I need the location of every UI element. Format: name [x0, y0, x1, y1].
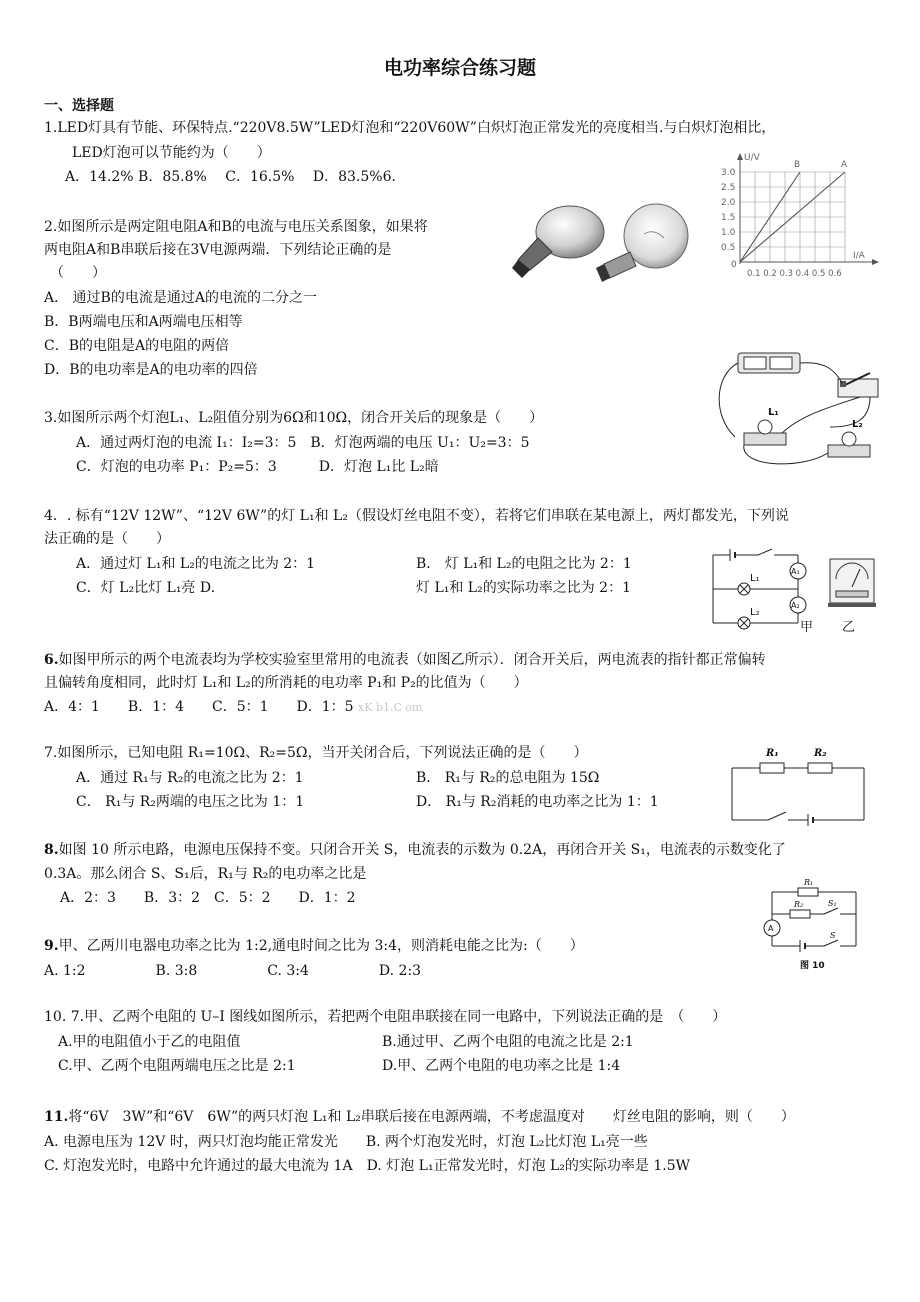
q6-stem-text: 如图甲所示的两个电流表均为学校实验室里常用的电流表（如图乙所示）．闭合开关后，两电流表的指针都正常偏转 — [58, 652, 766, 668]
q10-option-b: B.通过甲、乙两个电阻的电流之比是 2:1 — [382, 1034, 634, 1050]
q8-stem — [44, 840, 786, 860]
battery-box-icon — [738, 353, 800, 373]
q4-option-c: C．灯 L₂比灯 L₁亮 D. — [76, 580, 216, 596]
a2-label: A₂ — [791, 601, 800, 610]
q3-options-cd: C．灯泡的电功率 P₁：P₂=5：3 D．灯泡 L₁比 L₂暗 — [76, 459, 439, 475]
s-label: S — [830, 931, 836, 940]
y-tick: 0.5 — [721, 243, 736, 253]
q2-option-a: A． 通过B的电流是通过A的电流的二分之一 — [44, 290, 317, 306]
q7-option-d: D． R₁与 R₂消耗的电功率之比为 1：1 — [416, 794, 659, 810]
q10-option-c: C.甲、乙两个电阻两端电压之比是 2:1 — [58, 1058, 296, 1074]
q8-stem-text: 如图 10 所示电路，电源电压保持不变。只闭合开关 S，电流表的示数为 0.2A，再闭合开关 S₁，电流表的示数变化了 — [58, 842, 786, 858]
ammeter-label: A — [768, 924, 774, 933]
q2-bracket: （ ） — [50, 265, 106, 281]
q4-stem-cont: 法正确的是（ ） — [44, 531, 170, 547]
q9-stem-text: 甲、乙两川电器电功率之比为 1:2,通电时间之比为 3:4，则消耗电能之比为:（ ） — [58, 938, 584, 954]
q6-number: 6. — [44, 652, 59, 668]
q7-option-b: B． R₁与 R₂的总电阻为 15Ω — [416, 770, 600, 786]
y-tick: 2.0 — [721, 198, 736, 208]
q7-circuit-figure — [728, 742, 868, 828]
line-b-label: B — [794, 160, 801, 170]
q8-options: A．2：3 B．3：2 C．5：2 D．1：2 — [60, 890, 356, 906]
q3-circuit-figure — [710, 345, 890, 473]
y-tick: 1.5 — [721, 213, 736, 223]
ui-graph — [715, 150, 887, 280]
q10-option-d: D.甲、乙两个电阻的电功率之比是 1:4 — [382, 1058, 621, 1074]
q6-circuit-figure — [710, 545, 895, 633]
watermark-text: xK b1.C om — [358, 701, 423, 714]
q11-options-ab: A. 电源电压为 12V 时，两只灯泡均能正常发光 B. 两个灯泡发光时，灯泡 L₂比灯泡 L₁亮一些 — [44, 1134, 648, 1150]
line-a-label: A — [841, 160, 848, 170]
l2-label: L₂ — [852, 419, 863, 430]
figure-caption: 图 10 — [800, 961, 825, 971]
q2-stem-cont: 两电阻A和B串联后接在3V电源两端．下列结论正确的是 — [44, 242, 392, 258]
resistor-r2 — [808, 763, 832, 773]
section-heading: 一、选择题 — [44, 98, 114, 114]
q7-option-c: C． R₁与 R₂两端的电压之比为 1：1 — [76, 794, 305, 810]
r1-label: R₁ — [766, 748, 779, 759]
q2-stem: 2.如图所示是两定阻电阻A和B的电流与电压关系图象，如果将 — [44, 219, 428, 235]
page-title: 电功率综合练习题 — [383, 57, 536, 79]
q2-option-c: C．B的电阻是A的电阻的两倍 — [44, 338, 230, 354]
q8-stem-cont: 0.3A。那么闭合 S、S₁后，R₁与 R₂的电功率之比是 — [44, 866, 367, 882]
q6-options — [44, 697, 422, 718]
q3-stem: 3.如图所示两个灯泡L₁、L₂阻值分别为6Ω和10Ω，闭合开关后的现象是（ ） — [44, 410, 544, 426]
q1-stem-cont: LED灯泡可以节能约为（ ） — [72, 145, 271, 161]
q4-option-d: 灯 L₁和 L₂的实际功率之比为 2：1 — [416, 580, 631, 596]
resistor-r2 — [790, 910, 810, 918]
x-ticks: 0.1 0.2 0.3 0.4 0.5 0.6 — [747, 269, 842, 279]
figure-label-yi: 乙 — [842, 620, 856, 633]
s1-label: S₁ — [828, 899, 837, 908]
y-tick: 1.0 — [721, 228, 736, 238]
lamp-l2-icon — [738, 617, 750, 629]
q6-options-text: A．4：1 B．1：4 C．5：1 D．1：5 — [44, 699, 354, 715]
l2-label: L₂ — [750, 607, 760, 618]
q6-stem-cont: 且偏转角度相同，此时灯 L₁和 L₂的所消耗的电功率 P₁和 P₂的比值为（ ） — [44, 675, 528, 691]
q7-stem: 7.如图所示，已知电阻 R₁=10Ω、R₂=5Ω，当开关闭合后，下列说法正确的是（ ） — [44, 745, 588, 761]
q4-option-b: B． 灯 L₁和 L₂的电阻之比为 2：1 — [416, 556, 632, 572]
q4-stem: 4．. 标有“12V 12W”、“12V 6W”的灯 L₁和 L₂（假设灯丝电阻不变），若将它们串联在某电源上，两灯都发光，下列说 — [44, 508, 789, 524]
q11-number: 11. — [44, 1109, 69, 1125]
a1-label: A₁ — [791, 567, 800, 576]
y-axis-label: U/V — [744, 153, 760, 163]
figure-label-jia: 甲 — [800, 620, 814, 633]
q11-stem-text: 将“6V 3W”和“6V 6W”的两只灯泡 L₁和 L₂串联后接在电源两端，不考虑温度对 灯丝电阻的影响，则（ ） — [68, 1109, 795, 1125]
x-axis-label: I/A — [853, 251, 865, 261]
q9-stem — [44, 936, 584, 956]
q3-options-ab: A．通过两灯泡的电流 I₁：I₂=3：5 B．灯泡两端的电压 U₁：U₂=3：5 — [76, 435, 530, 451]
q7-option-a: A．通过 R₁与 R₂的电流之比为 2：1 — [76, 770, 304, 786]
lamp-l2-icon — [828, 432, 870, 457]
l1-label: L₁ — [768, 407, 779, 418]
switch-icon — [838, 373, 878, 397]
q11-stem — [44, 1107, 795, 1127]
r1-label: R₁ — [804, 878, 814, 887]
l1-label: L₁ — [750, 573, 760, 584]
y-tick: 3.0 — [721, 168, 736, 178]
fig10-circuit — [758, 874, 870, 974]
lamp-l1-icon — [738, 583, 750, 595]
q6-stem — [44, 650, 766, 670]
q8-number: 8. — [44, 842, 59, 858]
origin-label: 0 — [731, 260, 737, 270]
r2-label: R₂ — [794, 900, 804, 909]
q2-option-b: B．B两端电压和A两端电压相等 — [44, 314, 243, 330]
q9-options: A. 1:2 B. 3:8 C. 3:4 D. 2:3 — [44, 963, 422, 979]
resistor-r1 — [760, 763, 784, 773]
q1-stem: 1.LED灯具有节能、环保特点.“220V8.5W”LED灯泡和“220V60W”白炽灯泡正常发光的亮度相当.与白炽灯泡相比， — [44, 120, 776, 136]
r2-label: R₂ — [814, 748, 827, 759]
incandescent-bulb-icon — [596, 204, 688, 282]
q1-options: A．14.2% B．85.8% C．16.5% D．83.5%6． — [65, 169, 406, 185]
resistor-r1 — [798, 888, 818, 896]
y-tick: 2.5 — [721, 183, 736, 193]
q10-option-a: A.甲的电阻值小于乙的电阻值 — [58, 1034, 241, 1050]
q9-number: 9. — [44, 938, 59, 954]
lamp-l1-icon — [744, 420, 786, 445]
q2-option-d: D．B的电功率是A的电功率的四倍 — [44, 362, 258, 378]
q10-stem: 10. 7.甲、乙两个电阻的 U–I 图线如图所示，若把两个电阻串联接在同一电路中，下列说法正确的是 （ ） — [44, 1009, 727, 1025]
led-bulb-icon — [512, 206, 604, 278]
bulbs-illustration — [508, 198, 706, 284]
q4-option-a: A．通过灯 L₁和 L₂的电流之比为 2：1 — [76, 556, 316, 572]
ammeter-device-icon — [828, 559, 876, 607]
q11-options-cd: C. 灯泡发光时，电路中允许通过的最大电流为 1A D. 灯泡 L₁正常发光时，灯泡 L₂的实际功率是 1.5W — [44, 1158, 691, 1174]
